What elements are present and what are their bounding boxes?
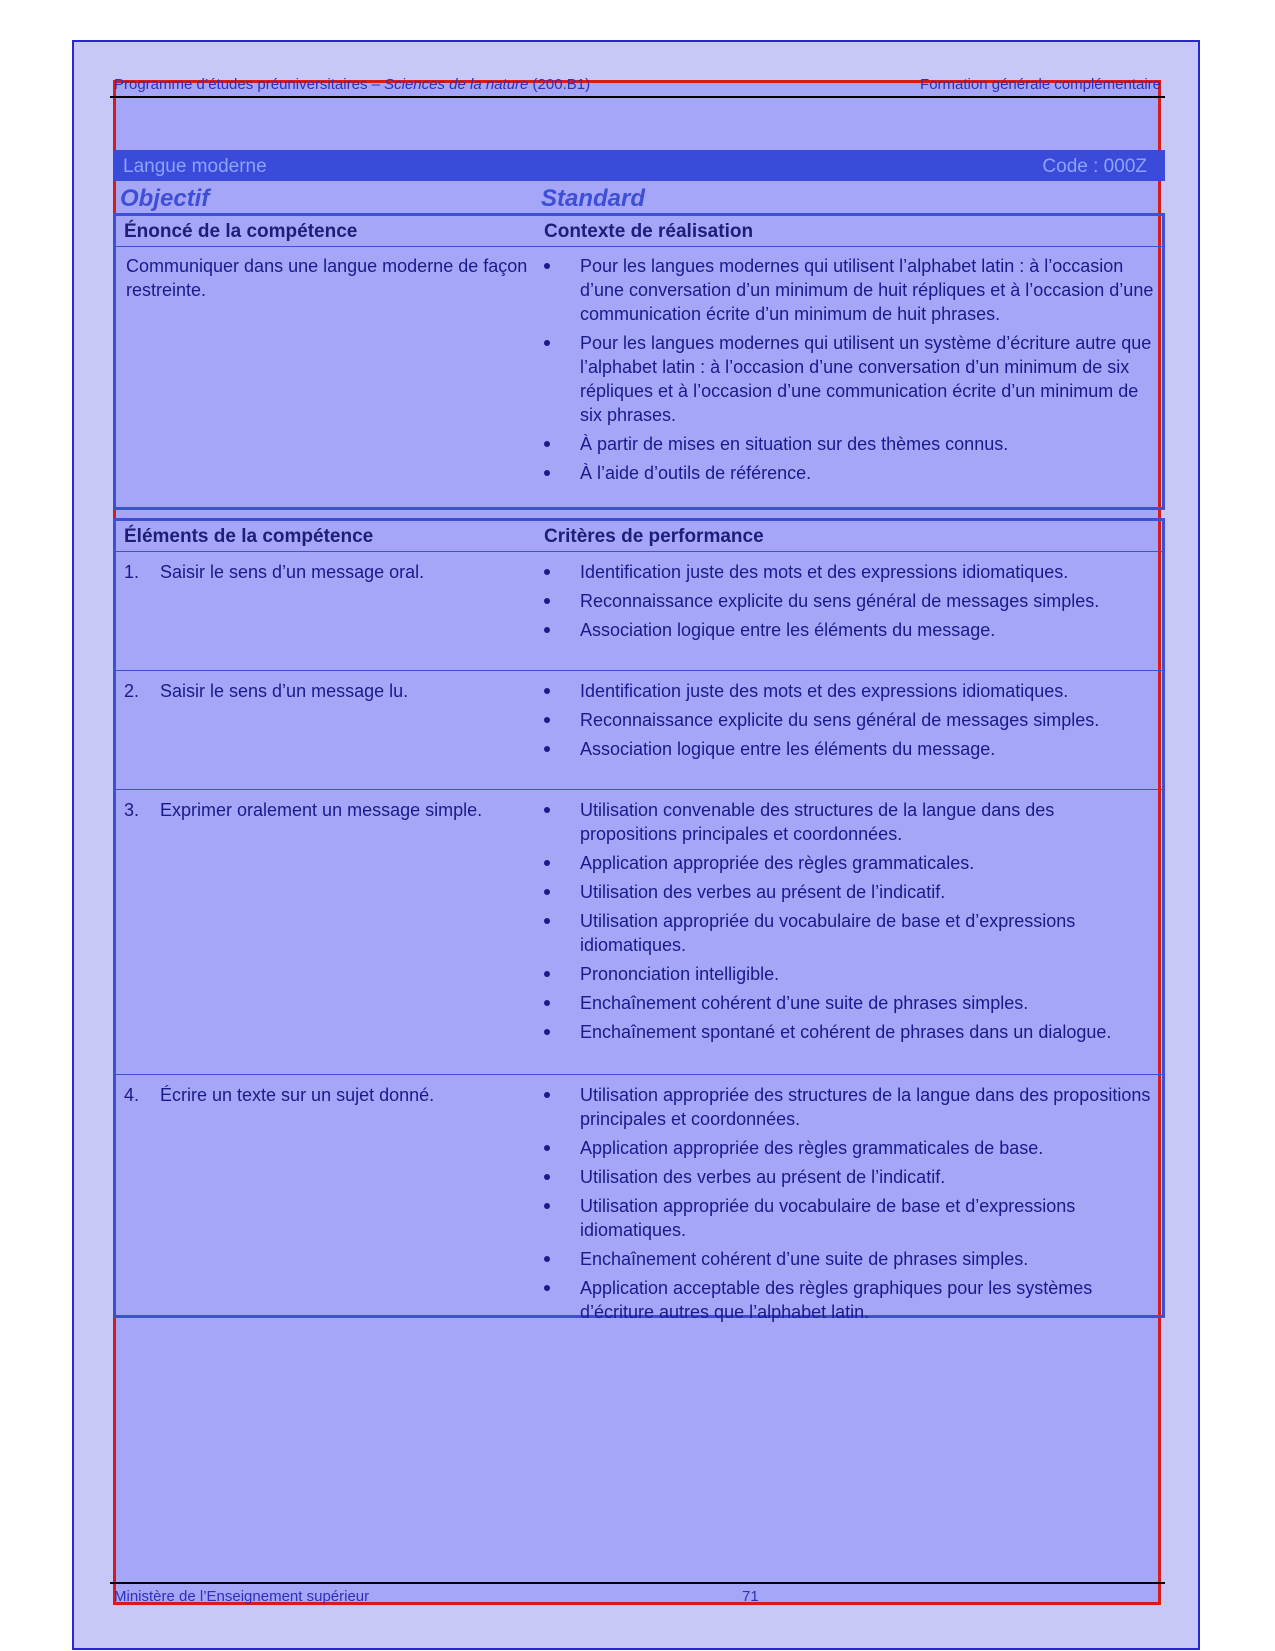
criterion-item: Identification juste des mots et des expressions idiomatiques. (544, 560, 1156, 584)
running-footer (110, 1582, 1165, 1608)
element-label (124, 798, 482, 822)
contexte-header: Contexte de réalisation (544, 221, 754, 242)
criteria-list (544, 679, 1156, 761)
criterion-item: Application acceptable des règles graphiques pour les systèmes d’écriture autres que l’alphabet latin. (544, 1276, 1156, 1324)
contexte-item: Pour les langues modernes qui utilisent un système d’écriture autre que l’alphabet latin : à l’occasion d’une conversation d’un minimum de six répliques et à l’occasion d’une communication écrite d’un minimum de six phrases. (544, 331, 1156, 427)
contexte-list-wrap (544, 254, 1156, 490)
criterion-item: Utilisation appropriée du vocabulaire de base et d’expressions idiomatiques. (544, 909, 1156, 957)
criteres-col-header: Critères de performance (544, 526, 764, 547)
running-header (110, 76, 1165, 98)
contexte-item: À partir de mises en situation sur des thèmes connus. (544, 432, 1156, 456)
criteria-list (544, 1083, 1156, 1324)
header-suffix: (200.B1) (528, 76, 591, 93)
criterion-item: Utilisation des verbes au présent de l’indicatif. (544, 880, 1156, 904)
contexte-list (544, 254, 1156, 485)
criteria-wrap (544, 679, 1156, 766)
page-number: 71 (742, 1588, 759, 1605)
element-text: Exprimer oralement un message simple. (160, 800, 483, 820)
element-text: Écrire un texte sur un sujet donné. (160, 1085, 435, 1105)
header-italic: Sciences de la nature (384, 76, 529, 93)
element-row-4 (116, 1075, 1162, 1322)
competence-block (113, 213, 1165, 510)
element-text: Saisir le sens d’un message lu. (160, 681, 409, 701)
header-prefix: Programme d’études préuniversitaires – (114, 76, 385, 93)
elements-header (116, 521, 1162, 552)
element-row-1 (116, 552, 1162, 671)
element-number: 4. (124, 1085, 140, 1105)
element-label (124, 679, 408, 703)
criteria-wrap (544, 1083, 1156, 1329)
subject-code: Code : 000Z (1042, 156, 1147, 177)
criterion-item: Utilisation appropriée du vocabulaire de base et d’expressions idiomatiques. (544, 1194, 1156, 1242)
enonce-header: Énoncé de la compétence (124, 221, 358, 242)
criterion-item: Utilisation des verbes au présent de l’indicatif. (544, 1165, 1156, 1189)
elements-col-header: Éléments de la compétence (124, 526, 374, 547)
criteria-wrap (544, 560, 1156, 647)
objectif-label: Objectif (120, 185, 210, 212)
element-row-3 (116, 790, 1162, 1075)
subject-band (113, 150, 1165, 181)
element-label (124, 560, 424, 584)
element-number: 2. (124, 681, 140, 701)
competence-header (116, 216, 1162, 247)
criterion-item: Prononciation intelligible. (544, 962, 1156, 986)
element-number: 1. (124, 562, 140, 582)
criterion-item: Application appropriée des règles grammaticales. (544, 851, 1156, 875)
criterion-item: Association logique entre les éléments du message. (544, 737, 1156, 761)
criteria-list (544, 560, 1156, 642)
criteria-list (544, 798, 1156, 1044)
criterion-item: Enchaînement spontané et cohérent de phrases dans un dialogue. (544, 1020, 1156, 1044)
criterion-item: Enchaînement cohérent d’une suite de phrases simples. (544, 991, 1156, 1015)
footer-ministry: Ministère de l’Enseignement supérieur (114, 1588, 370, 1605)
criterion-item: Utilisation appropriée des structures de la langue dans des propositions principales et coordonnées. (544, 1083, 1156, 1131)
criterion-item: Utilisation convenable des structures de la langue dans des propositions principales et coordonnées. (544, 798, 1156, 846)
criterion-item: Enchaînement cohérent d’une suite de phrases simples. (544, 1247, 1156, 1271)
element-row-2 (116, 671, 1162, 790)
contexte-item: Pour les langues modernes qui utilisent l’alphabet latin : à l’occasion d’une conversation d’un minimum de huit répliques et à l’occasion d’une communication écrite d’un minimum de huit phrases. (544, 254, 1156, 326)
standard-label: Standard (541, 185, 646, 212)
criterion-item: Identification juste des mots et des expressions idiomatiques. (544, 679, 1156, 703)
competence-statement: Communiquer dans une langue moderne de façon restreinte. (126, 256, 528, 300)
element-text: Saisir le sens d’un message oral. (160, 562, 425, 582)
element-label (124, 1083, 434, 1107)
element-number: 3. (124, 800, 140, 820)
criterion-item: Reconnaissance explicite du sens général de messages simples. (544, 708, 1156, 732)
header-program-title (114, 76, 590, 93)
subject-title: Langue moderne (123, 156, 267, 177)
criterion-item: Association logique entre les éléments du message. (544, 618, 1156, 642)
criterion-item: Application appropriée des règles grammaticales de base. (544, 1136, 1156, 1160)
criterion-item: Reconnaissance explicite du sens général de messages simples. (544, 589, 1156, 613)
elements-block (113, 518, 1165, 1322)
criteria-wrap (544, 798, 1156, 1049)
contexte-item: À l’aide d’outils de référence. (544, 461, 1156, 485)
header-right: Formation générale complémentaire (920, 76, 1161, 93)
